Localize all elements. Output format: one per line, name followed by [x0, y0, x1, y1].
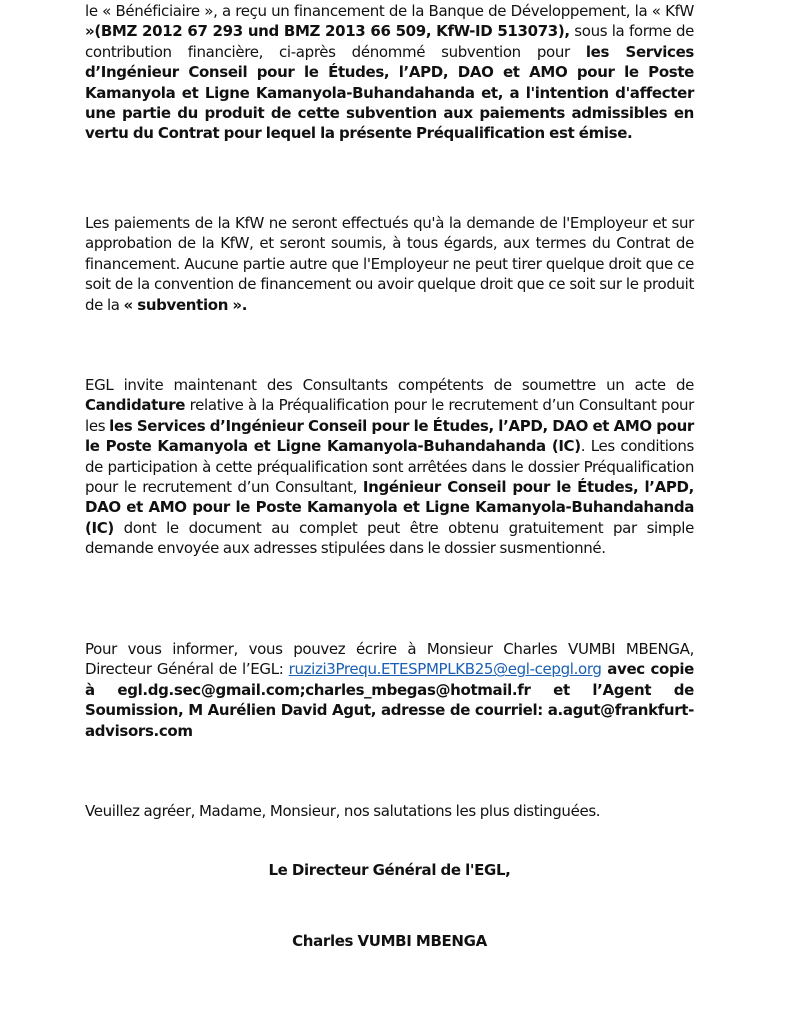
text: EGL invite maintenant des Consultants compétents de soumettre un acte de — [85, 376, 694, 394]
bold-text: les Services d’Ingénieur Conseil pour le Études, l’APD, DAO et AMO pour le Poste Kamanyola et Ligne Kamanyola-Buhandahanda (IC) — [85, 416, 694, 456]
text: Les paiements de la KfW ne seront effectués qu'à la demande de l'Employeur et sur approbation de la KfW, et seront soumis, à tous égards, aux termes du Contrat de financement. Aucune partie autre que l'Employeur ne peut tirer quelque droit que ce soit de la convention de financement ou avoir quelque droit que ce soit sur le produit de la — [85, 214, 694, 314]
paragraph-closing — [85, 801, 694, 821]
text: Veuillez agréer, Madame, Monsieur, nos salutations les plus distinguées. — [85, 802, 601, 820]
text: sous la forme de contribution financière, ci-après dénommé subvention pour — [85, 22, 694, 61]
paragraph-contact — [85, 639, 694, 741]
paragraph-financing — [85, 1, 694, 144]
text: Pour vous informer, vous pouvez écrire à Monsieur Charles VUMBI MBENGA, Directeur Général de l’EGL: — [85, 640, 694, 679]
bold-text: avec copie à egl.dg.sec@gmail.com;charles_mbegas@hotmail.fr et l’Agent de Soumission, M Aurélien David Agut, adresse de courriel: a.agut@frankfurt-advisors.com — [85, 660, 695, 740]
text: le « Bénéficiaire », a reçu un financement de la Banque de Développement, la « KfW — [85, 2, 694, 20]
bold-text: »(BMZ 2012 67 293 und BMZ 2013 66 509, KfW-ID 513073), — [85, 22, 570, 41]
bold-text: Candidature — [85, 396, 186, 415]
signature-title: Le Directeur Général de l'EGL, — [268, 861, 511, 879]
text: relative à la Préqualification pour le recrutement d’un Consultant pour les — [85, 396, 694, 435]
bold-text: les Services d’Ingénieur Conseil pour le Études, l’APD, DAO et AMO pour le Poste Kamanyola et Ligne Kamanyola-Buhandahanda et, a l'intention d'affecter une partie du produit de cette subvention aux paiements admissibles en vertu du Contrat pour lequel la présente Préqualification est émise. — [85, 42, 694, 143]
text: . Les conditions de participation à cette préqualification sont arrêtées dans le dossier Préqualification pour le recrutement d’un Consultant, — [85, 437, 694, 497]
paragraph-invitation — [85, 375, 694, 559]
paragraph-payments — [85, 213, 694, 315]
text: dont le document au complet peut être obtenu gratuitement par simple demande envoyée aux adresses stipulées dans le dossier susmentionné. — [85, 518, 694, 558]
bold-text: « subvention ». — [123, 295, 248, 314]
signature-name: Charles VUMBI MBENGA — [292, 932, 487, 950]
email-link[interactable]: ruzizi3Prequ.ETESPMPLKB25@egl-cepgl.org — [288, 660, 602, 679]
bold-text: Ingénieur Conseil pour le Études, l’APD, DAO et AMO pour le Poste Kamanyola et Ligne Kamanyola-Buhandahanda (IC) — [85, 478, 694, 537]
